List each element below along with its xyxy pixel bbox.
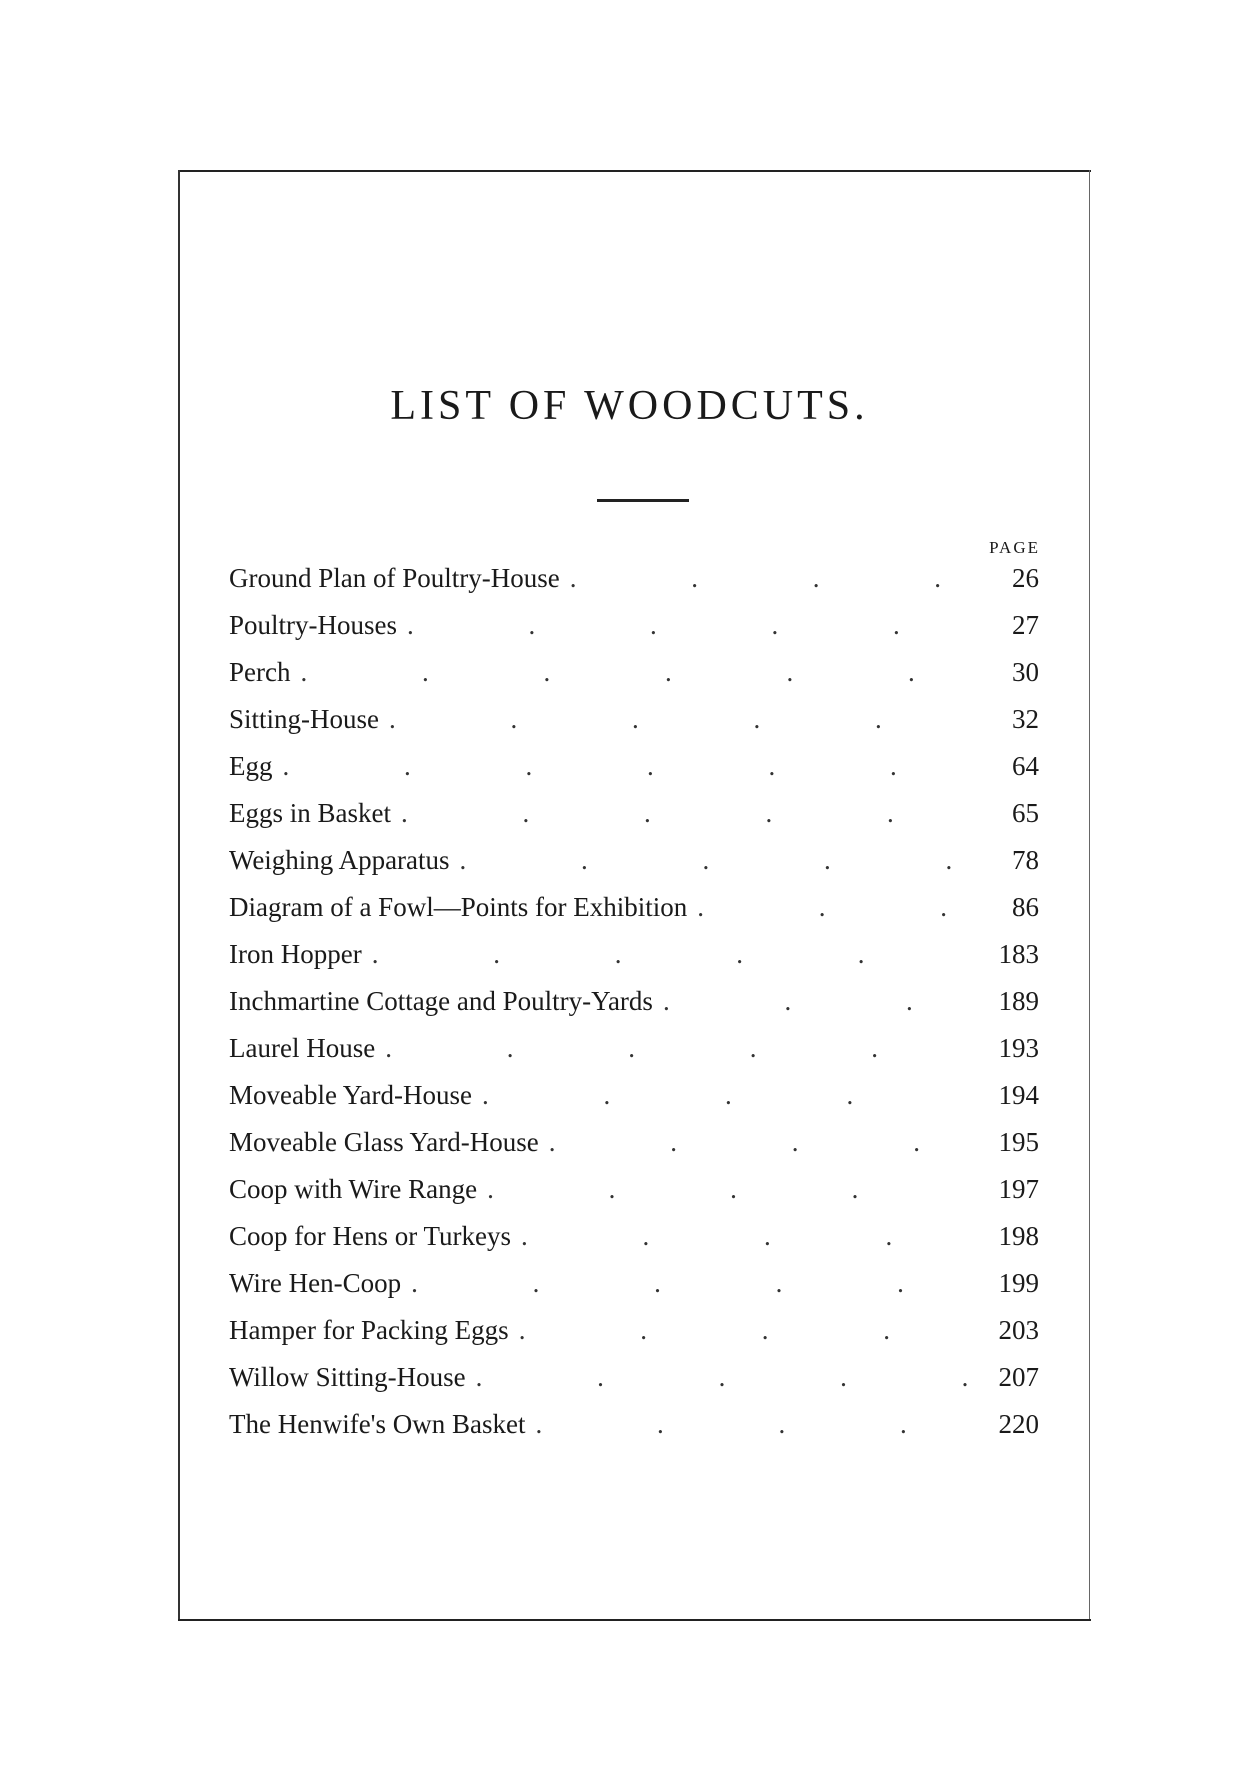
list-item	[229, 986, 1039, 1033]
entry-page-number: 86	[1012, 892, 1039, 922]
entry-page-number: 198	[998, 1221, 1039, 1251]
dot-leader	[570, 563, 969, 594]
list-item	[229, 751, 1039, 798]
list-item	[229, 704, 1039, 751]
entry-label: Moveable Glass Yard-House	[229, 1127, 539, 1157]
entry-label: Willow Sitting-House	[229, 1362, 466, 1392]
entry-page-number: 194	[998, 1080, 1039, 1110]
title-divider	[597, 499, 689, 502]
dot-leader	[283, 751, 970, 782]
entry-label: Inchmartine Cottage and Poultry-Yards	[229, 986, 653, 1016]
entry-page-number: 30	[1012, 657, 1039, 687]
entry-page-number: 189	[998, 986, 1039, 1016]
frame-bottom-rule	[178, 1619, 1091, 1621]
list-item	[229, 1268, 1039, 1315]
entry-label: Ground Plan of Poultry-House	[229, 563, 560, 593]
list-item	[229, 1362, 1039, 1409]
list-item	[229, 798, 1039, 845]
list-item	[229, 939, 1039, 986]
entry-page-number: 199	[998, 1268, 1039, 1298]
dot-leader	[476, 1362, 969, 1393]
dot-leader	[411, 1268, 969, 1299]
entry-label: Moveable Yard-House	[229, 1080, 472, 1110]
dot-leader	[549, 1127, 969, 1158]
dot-leader	[372, 939, 969, 970]
list-item	[229, 1315, 1039, 1362]
list-item	[229, 845, 1039, 892]
entry-page-number: 64	[1012, 751, 1039, 781]
entry-label: Coop for Hens or Turkeys	[229, 1221, 512, 1251]
entry-label: Perch	[229, 657, 291, 687]
entry-page-number: 65	[1012, 798, 1039, 828]
entry-label: Iron Hopper	[229, 939, 362, 969]
entry-page-number: 203	[998, 1315, 1039, 1345]
dot-leader	[697, 892, 969, 923]
list-item	[229, 1033, 1039, 1080]
dot-leader	[482, 1080, 969, 1111]
dot-leader	[401, 798, 969, 829]
list-item	[229, 657, 1039, 704]
entry-page-number: 197	[998, 1174, 1039, 1204]
entry-label: Diagram of a Fowl—Points for Exhibition	[229, 892, 688, 922]
entry-page-number: 195	[998, 1127, 1039, 1157]
dot-leader	[460, 845, 969, 876]
entry-page-number: 27	[1012, 610, 1039, 640]
entry-page-number: 220	[998, 1409, 1039, 1439]
list-item	[229, 1409, 1039, 1456]
entry-label: Poultry-Houses	[229, 610, 397, 640]
entry-page-number: 78	[1012, 845, 1039, 875]
dot-leader	[519, 1315, 969, 1346]
entry-label: Egg	[229, 751, 273, 781]
list-item	[229, 610, 1039, 657]
list-item	[229, 563, 1039, 610]
dot-leader	[536, 1409, 969, 1440]
entry-label: The Henwife's Own Basket	[229, 1409, 526, 1439]
entry-label: Coop with Wire Range	[229, 1174, 478, 1204]
entry-label: Weighing Apparatus	[229, 845, 450, 875]
entry-page-number: 32	[1012, 704, 1039, 734]
dot-leader	[487, 1174, 969, 1205]
entry-label: Wire Hen-Coop	[229, 1268, 402, 1298]
list-item	[229, 1127, 1039, 1174]
entry-label: Laurel House	[229, 1033, 376, 1063]
page-title: LIST OF WOODCUTS.	[390, 383, 869, 429]
dot-leader	[385, 1033, 969, 1064]
frame-top-rule	[178, 170, 1091, 172]
dot-leader	[389, 704, 969, 735]
entry-page-number: 183	[998, 939, 1039, 969]
dot-leader	[521, 1221, 969, 1252]
page-column-header: PAGE	[989, 538, 1040, 557]
entry-label: Eggs in Basket	[229, 798, 391, 828]
entry-page-number: 193	[998, 1033, 1039, 1063]
entry-page-number: 26	[1012, 563, 1039, 593]
woodcut-list	[229, 563, 1039, 1456]
entry-label: Hamper for Packing Eggs	[229, 1315, 509, 1345]
list-item	[229, 892, 1039, 939]
dot-leader	[407, 610, 969, 641]
list-item	[229, 1080, 1039, 1127]
list-item	[229, 1174, 1039, 1221]
dot-leader	[663, 986, 969, 1017]
list-item	[229, 1221, 1039, 1268]
dot-leader	[300, 657, 969, 688]
entry-label: Sitting-House	[229, 704, 380, 734]
entry-page-number: 207	[998, 1362, 1039, 1392]
